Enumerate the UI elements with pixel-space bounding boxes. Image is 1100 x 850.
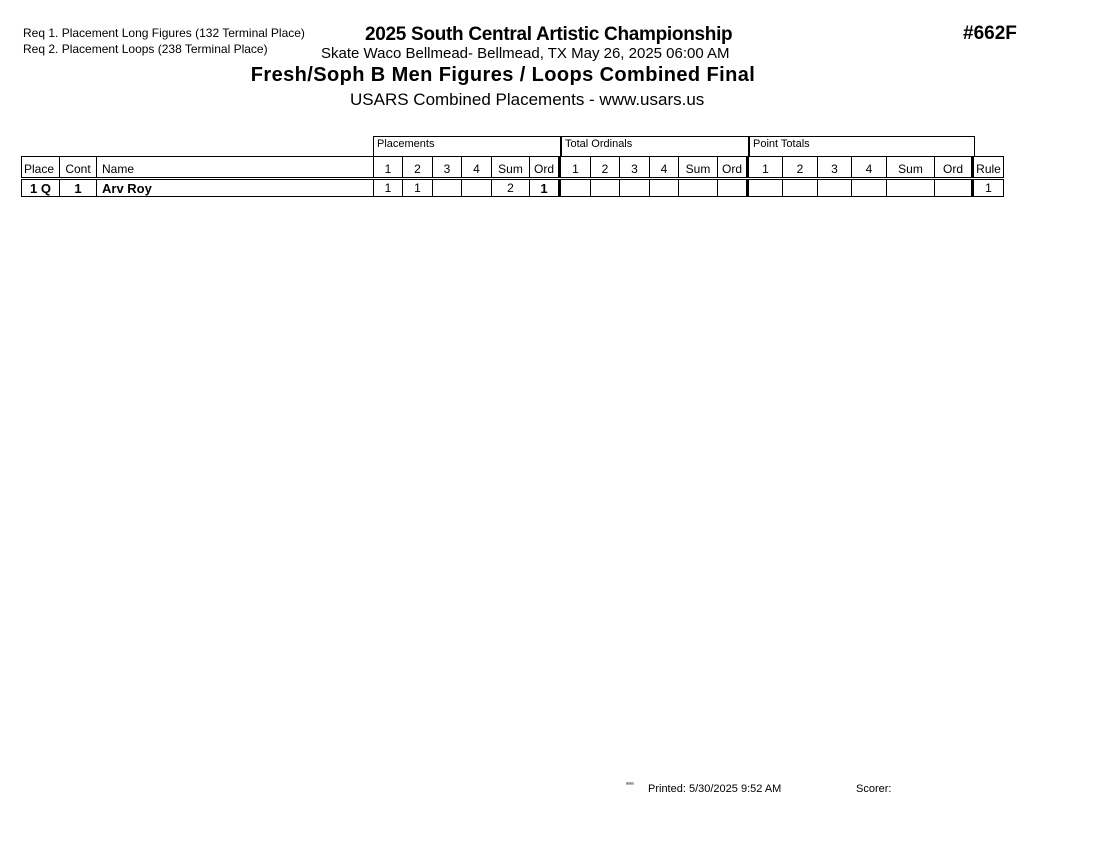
event-title: Fresh/Soph B Men Figures / Loops Combined Final [250, 64, 756, 86]
header-cell: Sum [679, 157, 718, 179]
table-cell [935, 179, 973, 197]
table-cell [783, 179, 818, 197]
header-cell: 2 [783, 157, 818, 179]
footer-mark: ᵃᵃᶦᵃ [626, 782, 634, 788]
table-cell [818, 179, 852, 197]
header-cell: Rule [973, 157, 1004, 179]
header-cell: 4 [852, 157, 887, 179]
requirement-2: Req 2. Placement Loops (238 Terminal Place) [23, 42, 268, 56]
table-cell: 2 [492, 179, 530, 197]
requirement-1: Req 1. Placement Long Figures (132 Terminal Place) [23, 26, 305, 40]
table-cell [462, 179, 492, 197]
header-cell: Sum [887, 157, 935, 179]
header-cell: 4 [462, 157, 492, 179]
header-cell: 3 [620, 157, 650, 179]
subtitle: USARS Combined Placements - www.usars.us [350, 90, 705, 109]
table-cell [591, 179, 620, 197]
header-cell: 2 [591, 157, 620, 179]
header-cell: 2 [403, 157, 433, 179]
skater-name-cell: Arv Roy [97, 179, 374, 197]
header-cell: Ord [530, 157, 560, 179]
table-cell [852, 179, 887, 197]
table-cell: 1 [530, 179, 560, 197]
group-point-totals: Point Totals [749, 136, 975, 156]
table-cell [650, 179, 679, 197]
table-row [22, 179, 1004, 197]
table-cell: 1 [403, 179, 433, 197]
event-code: #662F [963, 23, 1017, 44]
header-cell: Ord [935, 157, 973, 179]
printed-timestamp: Printed: 5/30/2025 9:52 AM [648, 783, 782, 795]
table-cell [560, 179, 591, 197]
table-cell [433, 179, 462, 197]
header-cell: Name [97, 157, 374, 179]
header-cell: Place [22, 157, 60, 179]
table-header-row [22, 157, 1004, 179]
page-title: 2025 South Central Artistic Championship [365, 24, 733, 45]
table-cell [679, 179, 718, 197]
scorer-label: Scorer: [856, 783, 892, 795]
table-cell: 1 [374, 179, 403, 197]
place-cell: 1 Q [22, 179, 60, 197]
cont-cell: 1 [60, 179, 97, 197]
group-placements: Placements [373, 136, 561, 156]
table-cell [718, 179, 748, 197]
header-cell: 1 [748, 157, 783, 179]
table-cell [620, 179, 650, 197]
rule-cell: 1 [973, 179, 1004, 197]
header-cell: Ord [718, 157, 748, 179]
group-total-ordinals: Total Ordinals [561, 136, 749, 156]
header-cell: 3 [433, 157, 462, 179]
header-cell: Sum [492, 157, 530, 179]
header-cell: Cont [60, 157, 97, 179]
results-table [21, 156, 1004, 197]
header-cell: 1 [560, 157, 591, 179]
header-cell: 3 [818, 157, 852, 179]
table-cell [748, 179, 783, 197]
table-cell [887, 179, 935, 197]
header-cell: 1 [374, 157, 403, 179]
header-cell: 4 [650, 157, 679, 179]
venue-line: Skate Waco Bellmead- Bellmead, TX May 26, 2025 06:00 AM [321, 45, 730, 62]
